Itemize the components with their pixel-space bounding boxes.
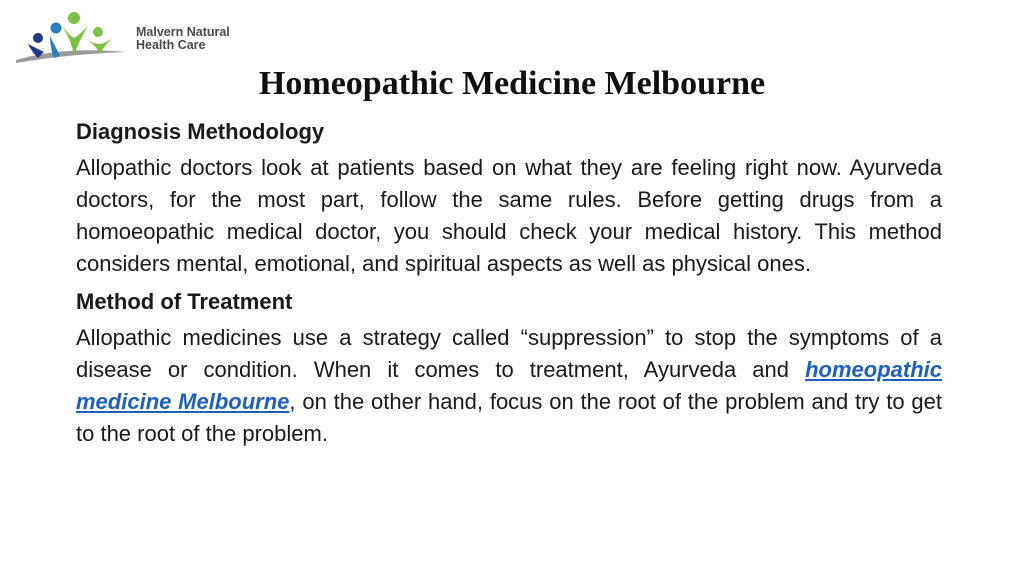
section-heading-diagnosis: Diagnosis Methodology [76, 119, 325, 144]
people-logo-icon [14, 8, 134, 66]
section-text-treatment [76, 322, 942, 450]
treatment-text-after: , on the other hand, focus on the root of the problem and try to get to the root of the problem. [76, 389, 942, 446]
company-logo [14, 8, 264, 66]
homeopathic-medicine-link[interactable]: homeopathic medicine Melbourne [76, 357, 942, 414]
content-body [76, 116, 942, 456]
logo-text [136, 26, 230, 52]
logo-line-1: Malvern Natural [136, 25, 230, 39]
section-heading-treatment: Method of Treatment [76, 289, 293, 314]
section-text-diagnosis: Allopathic doctors look at patients based on what they are feeling right now. Ayurveda doctors, for the most part, follow the same rules. Before getting drugs from a homoeopathic medical doctor, you should check your medical history. This method considers mental, emotional, and spiritual aspects as well as physical ones. [76, 155, 942, 276]
treatment-text-before: Allopathic medicines use a strategy called “suppression” to stop the symptoms of a disease or condition. When it comes to treatment, Ayurveda and [76, 325, 942, 382]
logo-line-2: Health Care [136, 38, 206, 52]
page-title: Homeopathic Medicine Melbourne [258, 65, 766, 102]
